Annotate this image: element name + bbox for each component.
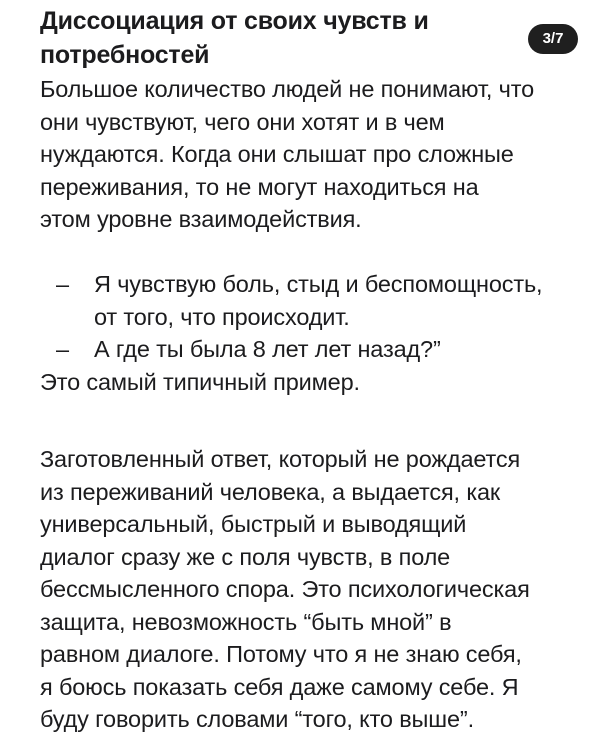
text-line: переживания, то не могут находиться на — [40, 173, 479, 200]
text-line: буду говорить словами “того, кто выше”. — [40, 706, 474, 732]
text-line: из переживаний человека, а выдается, как — [40, 478, 501, 505]
text-line: диалог сразу же с поля чувств, в поле — [40, 543, 451, 570]
quote-list — [40, 268, 580, 366]
text-line: они чувствуют, чего они хотят и в чем — [40, 108, 445, 135]
page-counter-badge: 3/7 — [528, 24, 578, 54]
text-line: этом уровне взаимодействия. — [40, 206, 362, 232]
title-line: Диссоциация от своих чувств и — [40, 7, 429, 35]
text-line: Я чувствую боль, стыд и беспомощность, — [94, 271, 543, 297]
paragraph-intro — [40, 73, 580, 236]
list-item — [40, 333, 580, 366]
text-line: от того, что происходит. — [94, 303, 350, 330]
text-line: универсальный, быстрый и выводящий — [40, 511, 467, 537]
text-line: я боюсь показать себя даже самому себе. Я — [40, 673, 519, 700]
text-line: защита, невозможность “быть мной” в — [40, 608, 452, 635]
text-line: Большое количество людей не понимают, что — [40, 76, 534, 102]
list-item — [40, 268, 580, 333]
title-line: потребностей — [40, 41, 210, 69]
paragraph-example: Это самый типичный пример. — [40, 369, 360, 395]
text-line: равном диалоге. Потому что я не знаю себя, — [40, 641, 522, 667]
dash-marker: – — [56, 271, 69, 297]
text-line: бессмысленного спора. Это психологическая — [40, 576, 530, 602]
text-line: Заготовленный ответ, который не рождается — [40, 446, 521, 472]
page-title — [40, 4, 510, 72]
text-line: нуждаются. Когда они слышат про сложные — [40, 141, 514, 167]
text-line: А где ты была 8 лет лет назад?” — [94, 336, 441, 362]
dash-marker: – — [56, 336, 69, 362]
paragraph-explanation — [40, 443, 588, 736]
